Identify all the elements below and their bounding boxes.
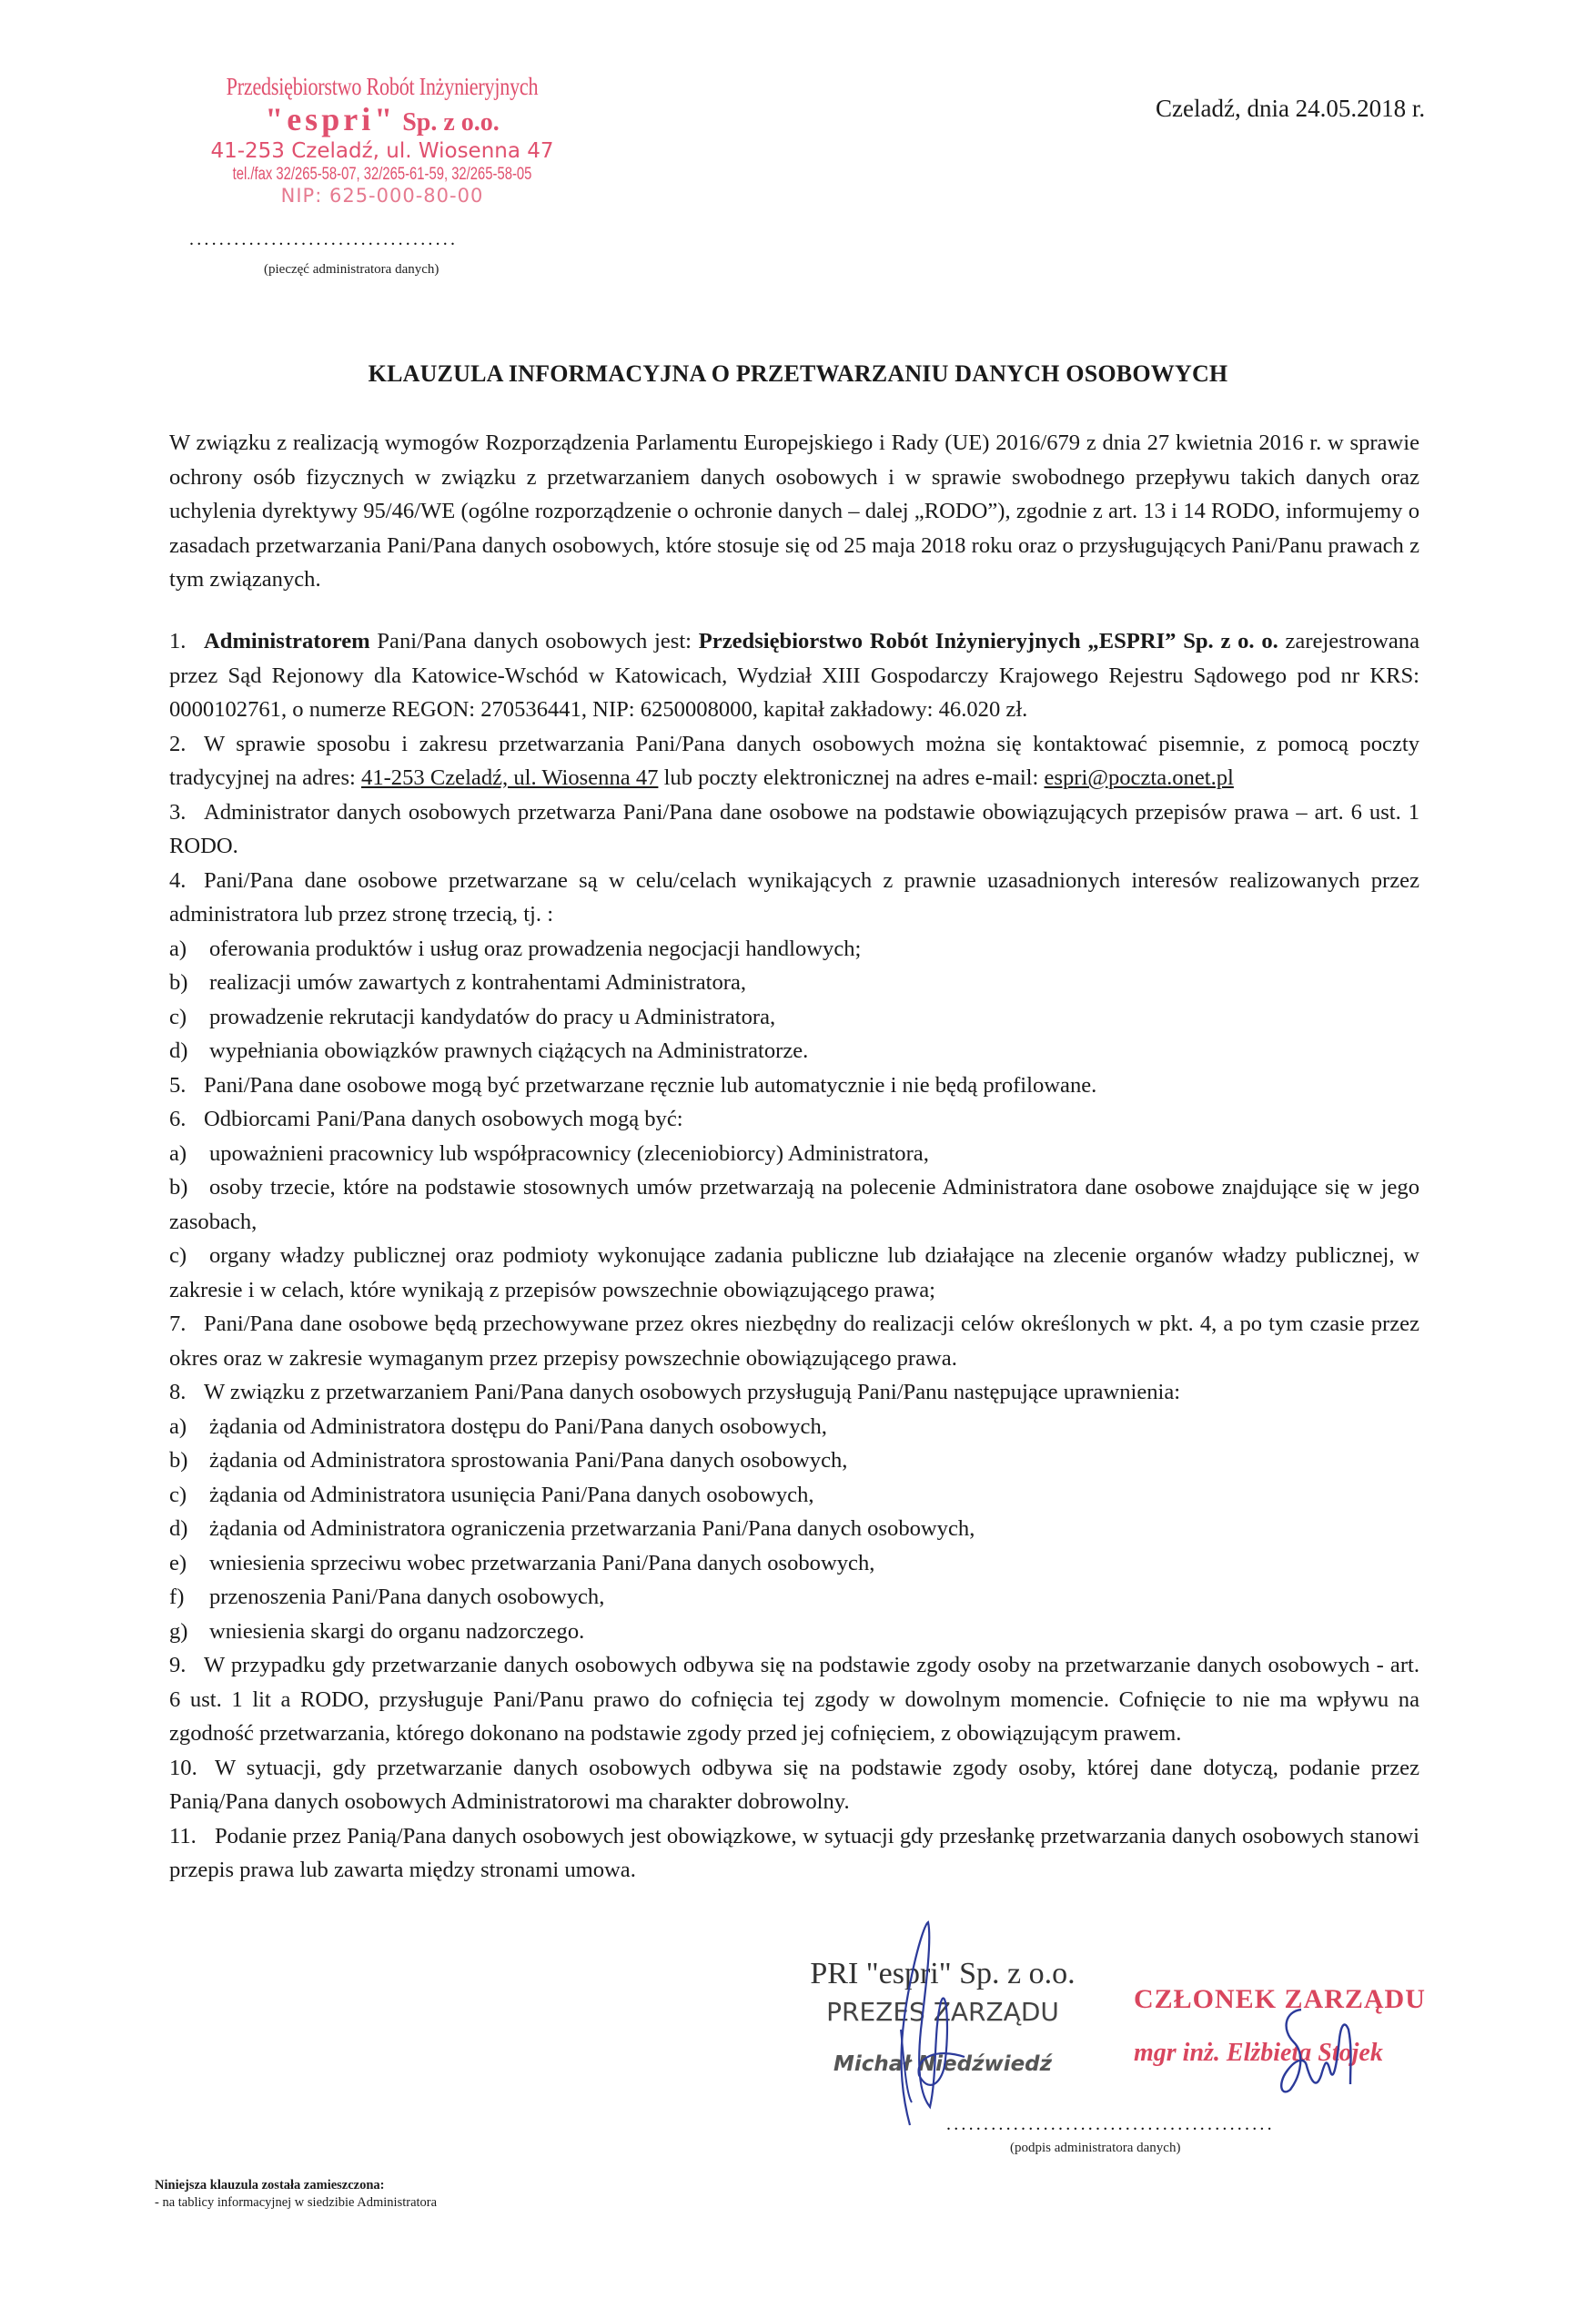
point-4-item-a: a) oferowania produktów i usług oraz prowadzenia negocjacji handlowych; (169, 936, 862, 961)
document-date: Czeladź, dnia 24.05.2018 r. (1156, 95, 1426, 122)
point-11: 11. Podanie przez Panią/Pana danych osobowych jest obowiązkowe, w sytuacji gdy przesłankę przetwarzania danych osobowych stanowi przepis prawa lub zawarta między stronami umowa. (169, 1823, 1419, 1882)
stamp-company-name: Przedsiębiorstwo Robót Inżynieryjnych (226, 73, 539, 100)
intro-paragraph: W związku z realizacją wymogów Rozporządzenia Parlamentu Europejskiego i Rady (UE) 2016/679 z dnia 27 kwietnia 2016 r. w sprawie ochrony osób fizycznych w związku z przetwarzaniem danych osobowych i w sprawie swobodnego przepływu takich danych oraz uchylenia dyrektywy 95/46/WE (ogólne rozporządzenie o ochronie danych – dalej „RODO”), zgodnie z art. 13 i 14 RODO, informujemy o zasadach przetwarzania Pani/Pana danych osobowych, które stosuje się od 25 maja 2018 roku oraz o przysługujących Pani/Panu prawach z tym związanych. (169, 430, 1419, 592)
signature-name-member: mgr inż. Elżbieta Stojek (1134, 2039, 1383, 2067)
postal-address: 41-253 Czeladź, ul. Wiosenna 47 (361, 765, 659, 790)
point-8: 8. W związku z przetwarzaniem Pani/Pana danych osobowych przysługują Pani/Panu następujące uprawnienia: (169, 1380, 1181, 1404)
company-stamp (182, 75, 582, 206)
point-4: 4. Pani/Pana dane osobowe przetwarzane są w celu/celach wynikających z prawnie uzasadnionych interesów realizowanych przez administratora lub przez stronę trzecią, tj. : (169, 867, 1419, 927)
signature-role-president: PREZES ZARZĄDU (826, 1997, 1059, 2027)
signature-company: PRI "espri" Sp. z o.o. (810, 1957, 1076, 1990)
point-9: 9. W przypadku gdy przetwarzanie danych osobowych odbywa się na podstawie zgody osoby na przetwarzanie danych osobowych - art. 6 ust. 1 lit a RODO, przysługuje Pani/Panu prawo do cofnięcia tej zgody w dowolnym momencie. Cofnięcie to nie ma wpływu na zgodność przetwarzania, którego dokonano na podstawie zgody przed jej cofnięciem, z obowiązującym prawem. (169, 1653, 1419, 1746)
point-8-item-d: d) żądania od Administratora ograniczenia przetwarzania Pani/Pana danych osobowych, (169, 1516, 975, 1541)
point-8-item-e: e) wniesienia sprzeciwu wobec przetwarzania Pani/Pana danych osobowych, (169, 1550, 875, 1575)
point-4-item-b: b) realizacji umów zawartych z kontrahentami Administratora, (169, 970, 747, 995)
stamp-address: 41-253 Czeladź, ul. Wiosenna 47 (210, 139, 554, 163)
signature-dotted-line: ............................................ (946, 2114, 1275, 2134)
signature-caption: (podpis administratora danych) (1010, 2141, 1181, 2155)
handwritten-signature-icon (874, 1920, 974, 2130)
point-2: 2. W sprawie sposobu i zakresu przetwarzania Pani/Pana danych osobowych można się kontaktować pisemnie, z pomocą poczty tradycyjnej na adres: 41-253 Czeladź, ul. Wiosenna 47 lub poczty elektronicznej na adres e-mail: espri@poczta.onet.pl (169, 731, 1419, 790)
point-8-item-f: f) przenoszenia Pani/Pana danych osobowych, (169, 1585, 605, 1609)
footer-line: - na tablicy informacyjnej w siedzibie Administratora (155, 2195, 438, 2210)
point-6-item-a: a) upoważnieni pracownicy lub współpracownicy (zleceniobiorcy) Administratora, (169, 1140, 929, 1166)
signature-role-member: CZŁONEK ZARZĄDU (1134, 1984, 1426, 2014)
point-1: 1. Administratorem Pani/Pana danych osobowych jest: Przedsiębiorstwo Robót Inżynieryjnych „ESPRI” Sp. z o. o. zarejestrowana przez Sąd Rejonowy dla Katowice-Wschód w Katowicach, Wydział XIII Gospodarczy Krajowego Rejestru Sądowego pod nr KRS: 0000102761, o numerze REGON: 270536441, NIP: 6250008000, kapitał zakładowy: 46.020 zł. (169, 629, 1419, 722)
point-10: 10. W sytuacji, gdy przetwarzanie danych osobowych odbywa się na podstawie zgody osoby, której dane dotyczą, podanie przez Panią/Pana danych osobowych Administratorowi ma charakter dobrowolny. (169, 1755, 1419, 1814)
point-8-item-c: c) żądania od Administratora usunięcia Pani/Pana danych osobowych, (169, 1482, 814, 1507)
point-8-item-a: a) żądania od Administratora dostępu do Pani/Pana danych osobowych, (169, 1413, 827, 1439)
point-8-item-b: b) żądania od Administratora sprostowania Pani/Pana danych osobowych, (169, 1448, 848, 1473)
email-link[interactable]: espri@poczta.onet.pl (1044, 765, 1234, 790)
point-6-item-c: c) organy władzy publicznej oraz podmioty wykonujące zadania publiczne lub działające na zlecenie organów władzy publicznej, w zakresie i w celach, które wynikają z przepisów powszechnie obowiązującego prawa; (169, 1243, 1419, 1302)
clause-list (169, 624, 1419, 1888)
point-5: 5. Pani/Pana dane osobowe mogą być przetwarzane ręcznie lub automatycznie i nie będą profilowane. (169, 1072, 1097, 1098)
point-6: 6. Odbiorcami Pani/Pana danych osobowych mogą być: (169, 1107, 683, 1131)
point-8-item-g: g) wniesienia skargi do organu nadzorczego. (169, 1618, 585, 1644)
stamp-brand: "espri" Sp. z o.o. (265, 101, 500, 137)
stamp-phone: tel./fax 32/265-58-07, 32/265-61-59, 32/265-58-05 (232, 165, 532, 184)
point-4-item-c: c) prowadzenie rekrutacji kandydatów do pracy u Administratora, (169, 1004, 776, 1029)
point-7: 7. Pani/Pana dane osobowe będą przechowywane przez okres niezbędny do realizacji celów określonych w pkt. 4, a po tym czasie przez okres oraz w zakresie wymaganym przez przepisy powszechnie obowiązującego prawa. (169, 1312, 1419, 1371)
point-6-item-b: b) osoby trzecie, które na podstawie stosownych umów przetwarzają na polecenie Administratora dane osobowe znajdujące się w jego zasobach, (169, 1175, 1419, 1234)
point-4-item-d: d) wypełniania obowiązków prawnych ciążących na Administratorze. (169, 1038, 809, 1063)
handwritten-initials-icon (1265, 2002, 1365, 2102)
stamp-nip: NIP: 625-000-80-00 (280, 185, 484, 207)
footer-note (155, 2177, 437, 2212)
signature-name-president: Michał Niedźwiedź (833, 2052, 1053, 2076)
stamp-dotted-line: .................................... (189, 229, 459, 249)
stamp-caption: (pieczęć administratora danych) (264, 262, 439, 277)
document-title: KLAUZULA INFORMACYJNA O PRZETWARZANIU DANYCH OSOBOWYCH (368, 360, 1228, 387)
footer-heading: Niniejsza klauzula została zamieszczona: (155, 2178, 385, 2193)
point-3: 3. Administrator danych osobowych przetwarza Pani/Pana dane osobowe na podstawie obowiązujących przepisów prawa – art. 6 ust. 1 RODO. (169, 799, 1419, 858)
